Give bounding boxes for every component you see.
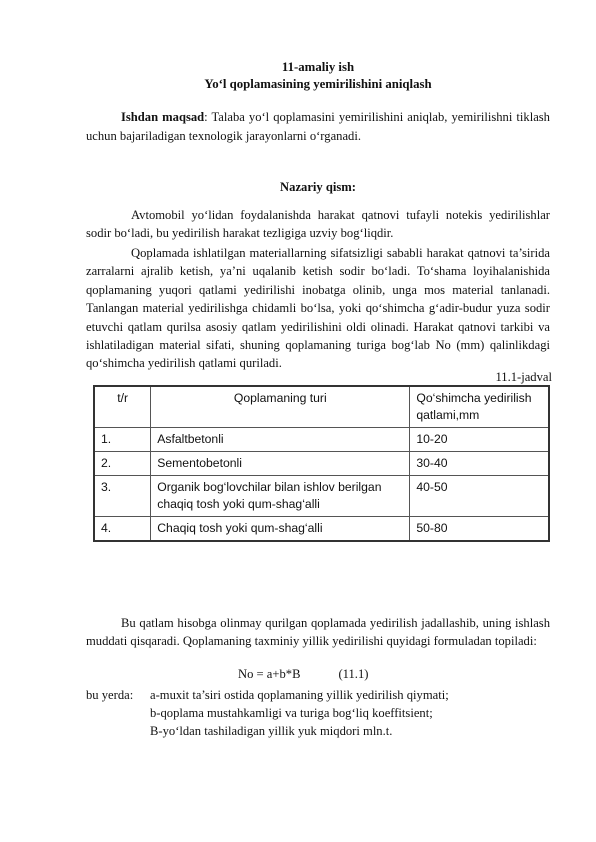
table-row (94, 428, 549, 452)
pavement-wear-table (93, 385, 550, 542)
lab-title: 11-amaliy ish (281, 60, 355, 74)
variable-definition: b-qoplama mustahkamligi va turiga bog‘liq koeffitsient; (150, 706, 433, 720)
table-cell: 3. (94, 476, 151, 517)
formula-intro-text: Bu qatlam hisobga olinmay qurilgan qoplamada yedirilish jadallashib, uning ishlash muddati qisqaradi. Qoplamaning taxminiy yillik yedirilishi quyidagi formuladan topiladi: (86, 616, 550, 649)
goal-label: Ishdan maqsad (121, 110, 205, 124)
table-cell: 10-20 (410, 428, 549, 452)
theory-paragraph-1 (86, 206, 550, 243)
formula-number: (11.1) (338, 667, 369, 681)
variable-definition: B-yo‘ldan tashiladigan yillik yuk miqdori mln.t. (150, 724, 393, 738)
where-label: bu yerda: (86, 688, 134, 702)
table-cell: Sementobetonli (151, 452, 410, 476)
lab-subtitle: Yo‘l qoplamasining yemirilishini aniqlash (204, 77, 432, 91)
formula-intro-paragraph (86, 614, 550, 651)
formula-expression: No = a+b*B (238, 667, 301, 681)
formula-line (238, 667, 368, 682)
theory-section-title: Nazariy qism: (280, 180, 356, 194)
table-cell: 1. (94, 428, 151, 452)
table-row (94, 476, 549, 517)
table-cell: 2. (94, 452, 151, 476)
table-cell: Organik bog‘lovchilar bilan ishlov berilgan chaqiq tosh yoki qum-shag‘alli (151, 476, 410, 517)
theory-paragraph-2 (86, 244, 550, 373)
goal-text: : Talaba yo‘l qoplamasini yemirilishini aniqlab, yemirilishni tiklash uchun bajariladigan texnologik jarayonlarni o‘rganadi. (86, 110, 550, 143)
table-header-cell: t/r (94, 386, 151, 428)
table-header-row (94, 386, 549, 428)
table-cell: 4. (94, 517, 151, 542)
table-cell: Asfaltbetonli (151, 428, 410, 452)
theory-paragraph-1-text: Avtomobil yo‘lidan foydalanishda harakat qatnovi tufayli notekis yedirilishlar sodir bo‘ladi, bu yedirilish harakat tezligiga uzviy bog‘liqdir. (86, 208, 550, 241)
table-header-cell: Qo‘shimcha yedirilish qatlami,mm (410, 386, 549, 428)
table-row (94, 452, 549, 476)
table-caption: 11.1-jadval (495, 370, 552, 384)
variable-definition: a-muxit ta’siri ostida qoplamaning yillik yedirilish qiymati; (150, 688, 449, 702)
table-cell: 50-80 (410, 517, 549, 542)
table-header-cell: Qoplamaning turi (151, 386, 410, 428)
table-cell: Chaqiq tosh yoki qum-shag‘alli (151, 517, 410, 542)
theory-paragraph-2-text: Qoplamada ishlatilgan materiallarning sifatsizligi sababli harakat qatnovi ta’sirida zarralarni ajralib ketish, ya’ni uqalanib ketish sodir bo‘ladi. To‘shama loyihalanishida qoplamaning yuqori qatlami yedirilishi inobatga olinib, unga mos material tanlanadi. Tanlangan material yedirilishga chidamli bo‘lsa, yoki qo‘shimcha g‘adir-budur yuza sodir etuvchi qatlam qurilsa asosiy qatlam yedirilishini oldi olinadi. Harakat qatnovi tarkibi va ishlatiladigan material sifati, shuning qoplamaning turiga bog‘lab No (mm) qalinlikdagi qo‘shimcha yedirilish qatlami quriladi. (86, 246, 550, 371)
goal-paragraph (86, 108, 550, 146)
table-row (94, 517, 549, 542)
table-cell: 40-50 (410, 476, 549, 517)
table-cell: 30-40 (410, 452, 549, 476)
